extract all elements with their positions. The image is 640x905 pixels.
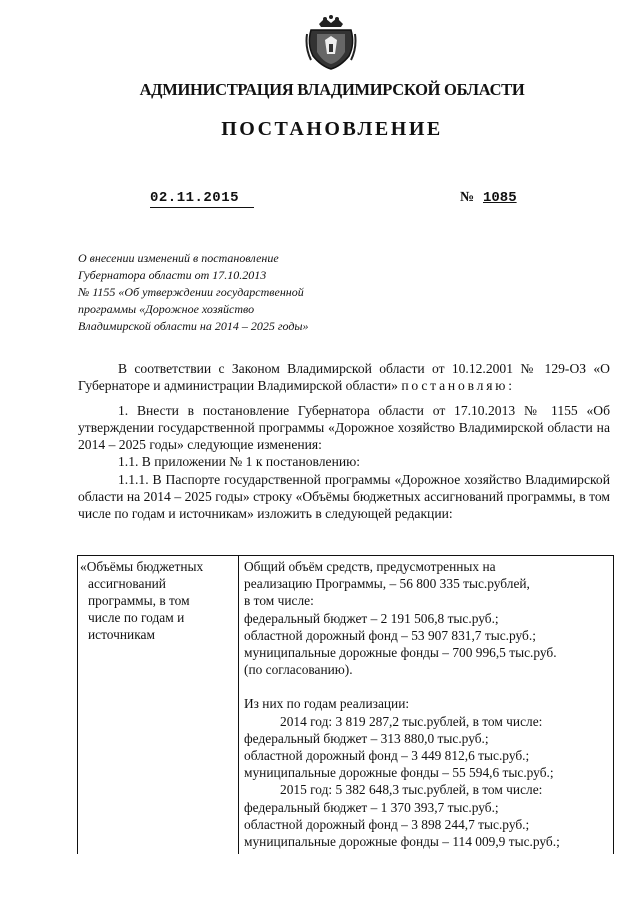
agreement-note: (по согласованию).	[244, 662, 353, 678]
subject-line: № 1155 «Об утверждении государственной	[78, 285, 304, 299]
budget-table	[77, 555, 614, 854]
document-subject	[78, 250, 368, 335]
federal-budget-line: федеральный бюджет – 2 191 506,8 тыс.руб.;	[244, 610, 499, 626]
document-date: 02.11.2015	[150, 190, 240, 206]
subject-line: Владимирской области на 2014 – 2025 годы»	[78, 319, 309, 333]
table-column-divider	[238, 556, 239, 854]
table-row-header	[80, 558, 234, 643]
table-row-content	[244, 558, 606, 850]
clause-1-1: 1.1. В приложении № 1 к постановлению:	[118, 454, 361, 469]
total-line: Общий объём средств, предусмотренных на	[244, 559, 496, 574]
preamble-paragraph	[78, 360, 610, 394]
regional-fund-line: областной дорожный фонд – 53 907 831,7 тыс.руб.;	[244, 627, 536, 643]
coat-of-arms-icon	[305, 14, 357, 70]
document-number: 1085	[483, 190, 517, 206]
row-header-line: источникам	[88, 627, 155, 642]
year-2014-total: 2014 год: 3 819 287,2 тыс.рублей, в том числе:	[280, 713, 543, 729]
year-2015-municipal: муниципальные дорожные фонды – 114 009,9 тыс.руб.;	[244, 834, 560, 850]
date-underline	[150, 207, 254, 208]
document-number-label: №	[460, 190, 475, 205]
row-header-line: ассигнований	[88, 576, 166, 591]
year-2015-total: 2015 год: 5 382 648,3 тыс.рублей, в том числе:	[280, 782, 543, 798]
year-2014-municipal: муниципальные дорожные фонды – 55 594,6 тыс.руб.;	[244, 765, 554, 781]
by-years-heading: Из них по годам реализации:	[244, 696, 410, 712]
row-header-line: программы, в том	[88, 593, 190, 608]
year-2014-regional: областной дорожный фонд – 3 449 812,6 тыс.руб.;	[244, 748, 530, 764]
row-header-line: числе по годам и	[88, 610, 185, 625]
subject-line: программы «Дорожное хозяйство	[78, 302, 255, 316]
clause-1-1-1: 1.1.1. В Паспорте государственной программы «Дорожное хозяйство Владимирской области на 2014 – 2025 годы» строку «Объёмы бюджетных ассигнований программы, в том числе по годам и источникам» изложить в следующей редакции:	[78, 472, 610, 521]
document-type-title: ПОСТАНОВЛЕНИЕ	[221, 118, 443, 140]
total-line: реализацию Программы, – 56 800 335 тыс.рублей,	[244, 576, 530, 592]
decree-word: постановляю:	[401, 378, 515, 393]
organization-title: АДМИНИСТРАЦИЯ ВЛАДИМИРСКОЙ ОБЛАСТИ	[139, 80, 525, 99]
row-header-line: «Объёмы бюджетных	[80, 559, 204, 574]
municipal-funds-line: муниципальные дорожные фонды – 700 996,5 тыс.руб.	[244, 645, 557, 661]
year-2015-federal: федеральный бюджет – 1 370 393,7 тыс.руб.;	[244, 799, 499, 815]
year-2014-federal: федеральный бюджет – 313 880,0 тыс.руб.;	[244, 730, 489, 746]
subject-line: О внесении изменений в постановление	[78, 251, 279, 265]
clause-1: 1. Внести в постановление Губернатора области от 17.10.2013 № 1155 «Об утверждении государственной программы «Дорожное хозяйство Владимирской области на 2014 – 2025 годы» следующие изменения:	[78, 403, 610, 452]
including-line: в том числе:	[244, 593, 314, 609]
preamble-text: В соответствии с Законом Владимирской области от 10.12.2001 № 129-ОЗ «О Губернаторе и администрации Владимирской области»	[78, 361, 610, 393]
subject-line: Губернатора области от 17.10.2013	[78, 268, 267, 282]
year-2015-regional: областной дорожный фонд – 3 898 244,7 тыс.руб.;	[244, 816, 530, 832]
